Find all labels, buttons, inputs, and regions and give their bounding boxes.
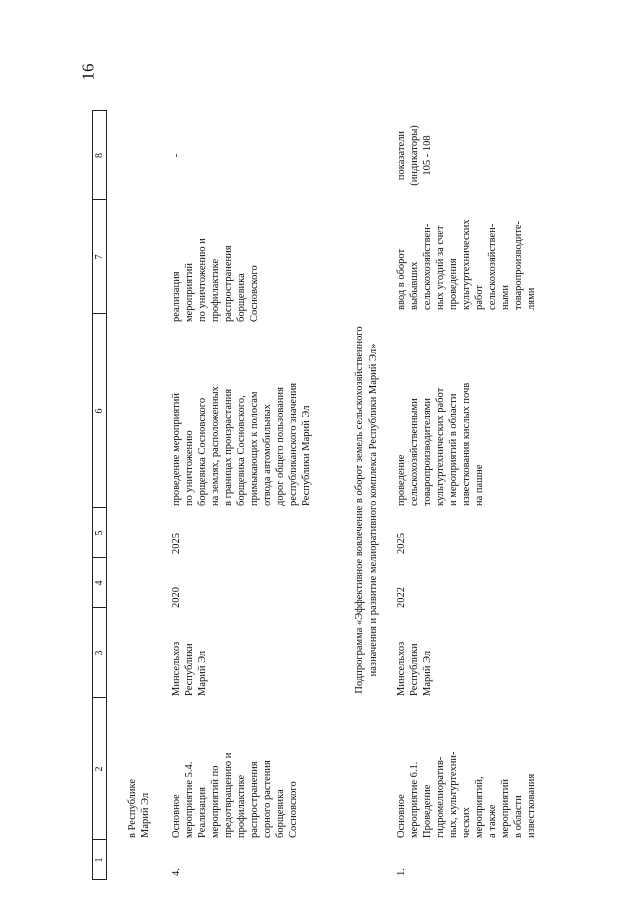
- continuation-text: в Республике Марий Эл: [127, 778, 151, 838]
- header-col-2: 2: [94, 766, 105, 772]
- row1-start-year: 2022: [396, 587, 407, 608]
- row4-executor: Минсельхоз Республики Марий Эл: [171, 641, 208, 696]
- row4-content: проведение мероприятий по уничтожению борщевика Сосновского на землях, расположенных в границах произрастания борщевика Сосновского, примыкающих к полосам отвода автомобильных дорог общего пользования республиканского значения Республики Марий Эл: [171, 382, 312, 506]
- row1-end-year: 2025: [396, 533, 407, 554]
- header-col-1: 1: [94, 857, 105, 863]
- row4-result: реализация мероприятий по уничтожению и профилактике распространения борщевика Сосновского: [171, 238, 260, 322]
- row4-name: Основное мероприятие 5.4. Реализация мероприятий по предотвращению и профилактике распространения сорного растения борщевика Сосновского: [171, 752, 299, 838]
- header-col-5: 5: [94, 530, 105, 536]
- row1-content: проведение сельскохозяйственными товаропроизводителями культуртехнических работ и мероприятий в области известкования кислых почв на пашне: [396, 382, 485, 506]
- subprogram-title-line-2: назначения и развитие мелиоративного комплекса Республики Марий Эл»: [368, 343, 379, 677]
- program-table: [90, 110, 537, 880]
- row1-executor: Минсельхоз Республики Марий Эл: [396, 641, 433, 696]
- row4-end-year: 2025: [171, 533, 182, 554]
- row1-number: 1.: [396, 868, 407, 876]
- header-col-8: 8: [94, 153, 105, 158]
- page-number: 16: [78, 63, 98, 81]
- header-col-7: 7: [94, 254, 105, 260]
- row4-indicator: -: [171, 153, 182, 158]
- subprogram-title-line-1: Подпрограмма «Эффективное вовлечение в оборот земель сельскохозяйственного: [354, 326, 365, 694]
- row4-number: 4.: [171, 868, 182, 876]
- header-col-6: 6: [94, 408, 105, 414]
- header-col-3: 3: [94, 650, 105, 656]
- table-header-rule: [106, 110, 107, 880]
- row1-result: ввод в оборот выбывших сельскохозяйствен- ных угодий за счет проведения культуртехнических работ сельскохозяйствен- ными товаропроизводите- лями: [396, 219, 537, 310]
- row4-start-year: 2020: [171, 587, 182, 608]
- row1-name: Основное мероприятие 6.1. Проведение гидромелиоратив- ных, культуртехни- ческих мероприятий, а также мероприятий в области известкования: [396, 751, 537, 838]
- row1-indicator: показатели (индикаторы) 105 - 108: [396, 125, 433, 186]
- header-col-4: 4: [94, 580, 105, 586]
